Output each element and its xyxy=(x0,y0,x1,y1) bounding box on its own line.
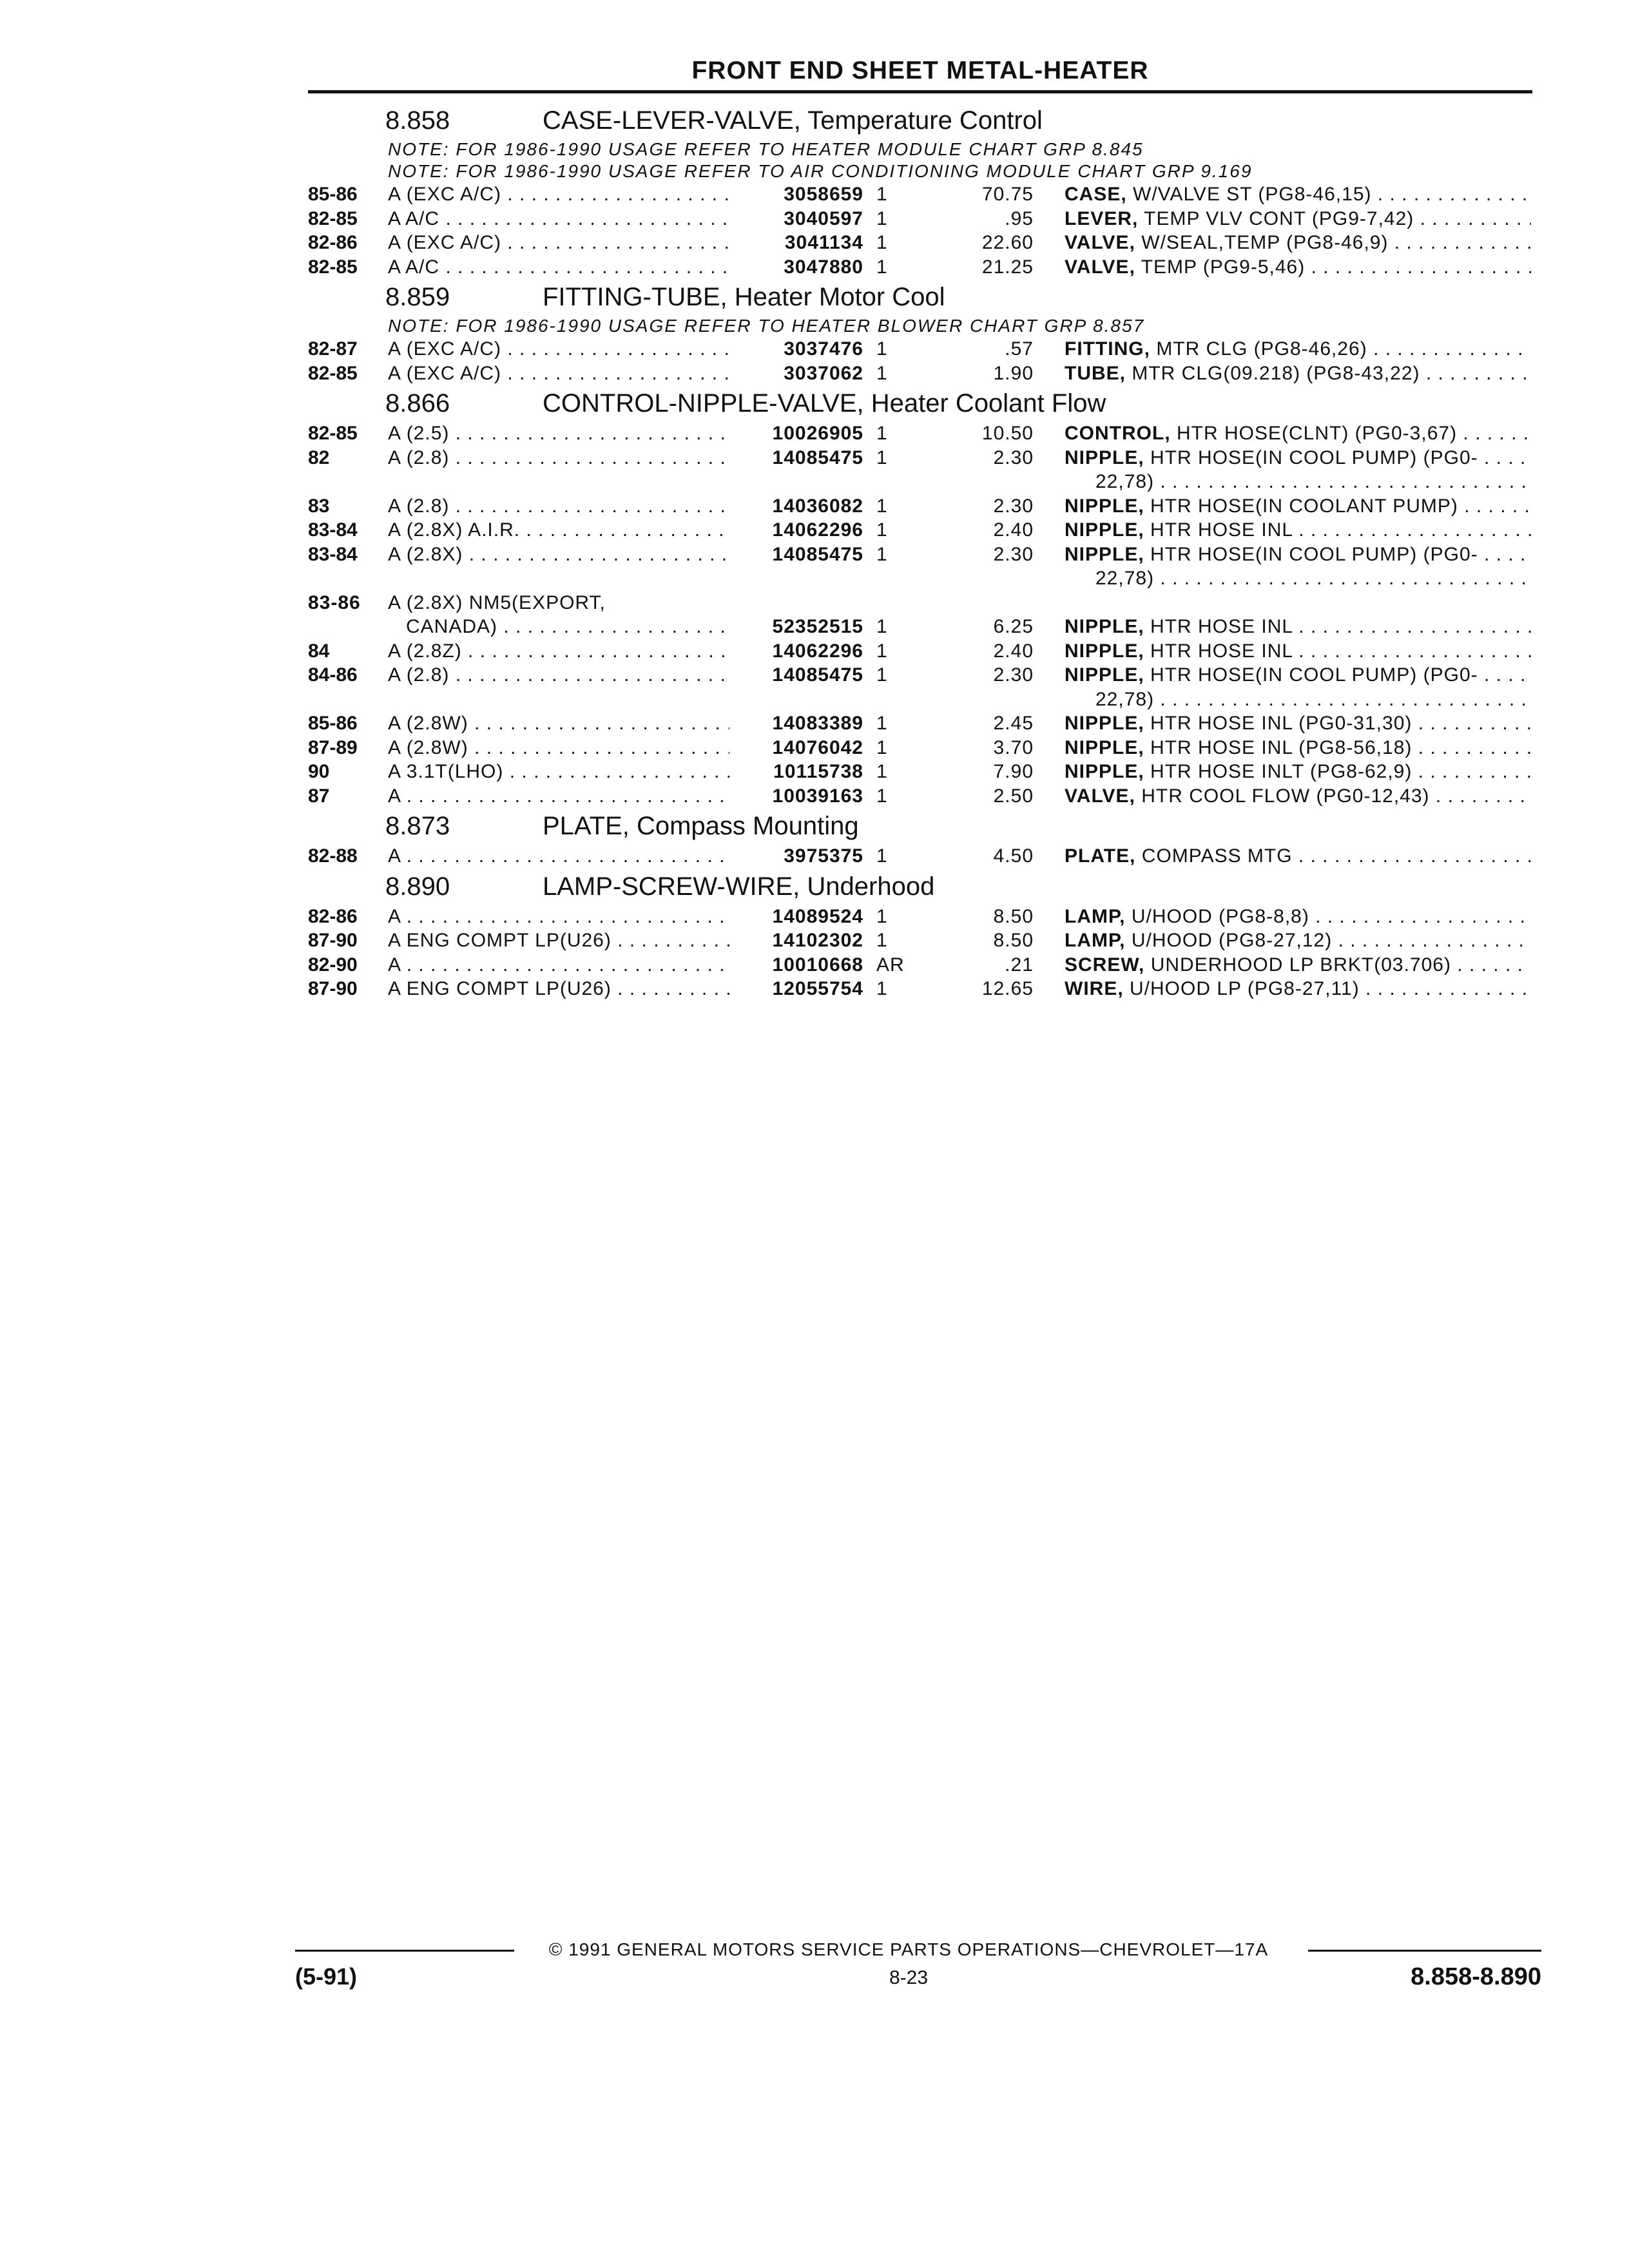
model-years: 83-84 xyxy=(308,543,358,565)
section-note: NOTE: FOR 1986-1990 USAGE REFER TO HEATER BLOWER CHART GRP 8.857 xyxy=(388,316,1145,336)
section-title: CASE-LEVER-VALVE, Temperature Control xyxy=(543,106,1043,135)
part-description xyxy=(1065,615,1531,639)
price: 2.40 xyxy=(993,640,1034,662)
part-row xyxy=(0,182,1629,207)
part-detail: HTR HOSE INL (PG0-31,30) xyxy=(1150,713,1412,734)
page-number: 8-23 xyxy=(889,1967,929,1988)
model-description: A . . . xyxy=(388,953,729,977)
model-years: 82-85 xyxy=(308,362,358,384)
part-name: TUBE, xyxy=(1065,362,1126,384)
part-name: NIPPLE, xyxy=(1065,664,1144,686)
model-years: 82 xyxy=(308,447,330,468)
part-detail-continued: 22,78) . . . xyxy=(1095,687,1531,712)
price: 3.70 xyxy=(993,736,1034,758)
part-detail: HTR HOSE INL xyxy=(1150,640,1293,662)
part-name: NIPPLE, xyxy=(1065,447,1144,468)
price: 4.50 xyxy=(993,845,1034,867)
part-detail: HTR HOSE(CLNT) (PG0-3,67) xyxy=(1177,423,1458,444)
section-number: 8.866 xyxy=(385,389,450,418)
part-name: NIPPLE, xyxy=(1065,616,1144,637)
section-number: 8.890 xyxy=(385,872,450,901)
quantity: 1 xyxy=(876,930,888,951)
quantity: 1 xyxy=(876,495,888,517)
model-years: 90 xyxy=(308,761,330,782)
part-number: 3047880 xyxy=(784,256,863,278)
part-description xyxy=(1065,639,1531,664)
section-title: FITTING-TUBE, Heater Motor Cool xyxy=(543,283,945,311)
page-header xyxy=(308,54,1532,93)
part-detail: U/HOOD LP (PG8-27,11) xyxy=(1130,978,1360,999)
part-detail: HTR HOSE(IN COOL PUMP) (PG0- xyxy=(1150,543,1478,565)
part-description xyxy=(1065,231,1531,255)
part-detail: HTR HOSE INLT (PG8-62,9) xyxy=(1150,761,1412,782)
price: 2.45 xyxy=(993,713,1034,734)
section-number: 8.859 xyxy=(385,283,450,311)
price: 8.50 xyxy=(993,905,1034,927)
part-row xyxy=(0,255,1629,280)
part-description xyxy=(1065,905,1531,929)
part-description xyxy=(1065,663,1531,687)
part-detail: HTR HOSE INL (PG8-56,18) xyxy=(1150,736,1412,758)
model-years: 82-90 xyxy=(308,954,358,975)
model-description: A . . . xyxy=(388,844,729,869)
model-years: 82-85 xyxy=(308,256,358,278)
part-number: 3037476 xyxy=(784,338,863,360)
section-title: PLATE, Compass Mounting xyxy=(543,812,859,840)
quantity: 1 xyxy=(876,543,888,565)
price: 8.50 xyxy=(993,930,1034,951)
part-number: 3037062 xyxy=(784,362,863,384)
model-years: 82-86 xyxy=(308,905,358,927)
quantity: 1 xyxy=(876,519,888,541)
model-years: 83-84 xyxy=(308,519,358,541)
part-name: NIPPLE, xyxy=(1065,761,1144,782)
part-row xyxy=(0,760,1629,784)
model-description: A (EXC A/C) . . . xyxy=(388,361,729,386)
part-row xyxy=(0,518,1629,543)
model-years: 82-85 xyxy=(308,423,358,444)
quantity: 1 xyxy=(876,761,888,782)
part-detail: HTR HOSE INL xyxy=(1150,519,1293,541)
part-number: 10026905 xyxy=(772,423,863,444)
quantity: 1 xyxy=(876,664,888,686)
part-number: 3058659 xyxy=(784,184,863,205)
footer-rule-left xyxy=(295,1950,514,1952)
part-name: NIPPLE, xyxy=(1065,543,1144,565)
part-detail: COMPASS MTG xyxy=(1141,845,1293,867)
model-years: 87 xyxy=(308,785,330,807)
price: 21.25 xyxy=(981,256,1034,278)
part-description xyxy=(1065,736,1531,760)
section-note: NOTE: FOR 1986-1990 USAGE REFER TO HEATER MODULE CHART GRP 8.845 xyxy=(388,139,1144,159)
part-description xyxy=(1065,953,1531,977)
model-description: A ENG COMPT LP(U26) . . . xyxy=(388,928,729,953)
part-detail: HTR HOSE(IN COOLANT PUMP) xyxy=(1150,495,1458,517)
part-description xyxy=(1065,361,1531,386)
part-number: 10115738 xyxy=(773,761,863,782)
model-description: A (2.8Z) . . . xyxy=(388,639,729,664)
model-description: A (EXC A/C) . . . xyxy=(388,231,729,255)
model-description: A (2.5) . . . xyxy=(388,421,729,446)
part-detail: TEMP (PG9-5,46) xyxy=(1141,256,1306,278)
model-description: A ENG COMPT LP(U26) . . . xyxy=(388,977,729,1001)
section-title: LAMP-SCREW-WIRE, Underhood xyxy=(543,872,935,901)
model-description: A . . . xyxy=(388,905,729,929)
model-years: 82-85 xyxy=(308,207,358,229)
part-description xyxy=(1065,337,1531,361)
part-number: 12055754 xyxy=(772,978,863,999)
part-name: VALVE, xyxy=(1065,256,1135,278)
section-number: 8.858 xyxy=(385,106,450,135)
model-years: 87-90 xyxy=(308,930,358,951)
model-description: A (2.8X) A.I.R. . . . xyxy=(388,518,729,543)
model-years: 87-89 xyxy=(308,736,358,758)
price: 70.75 xyxy=(981,184,1034,205)
part-description xyxy=(1065,711,1531,736)
part-description xyxy=(1065,928,1531,953)
quantity: 1 xyxy=(876,338,888,360)
part-description xyxy=(1065,977,1531,1001)
part-number: 14083389 xyxy=(772,713,863,734)
part-description xyxy=(1065,543,1531,567)
part-description xyxy=(1065,844,1531,869)
part-name: CONTROL, xyxy=(1065,423,1171,444)
part-row xyxy=(0,977,1629,1001)
model-description: A (2.8) . . . xyxy=(388,663,729,687)
price: 22.60 xyxy=(981,232,1034,253)
quantity: 1 xyxy=(876,184,888,205)
part-number: 10039163 xyxy=(772,785,863,807)
model-years: 82-86 xyxy=(308,232,358,253)
part-detail: HTR COOL FLOW (PG0-12,43) xyxy=(1141,785,1430,807)
part-number: 14085475 xyxy=(772,447,863,468)
model-description: A (2.8) . . . xyxy=(388,446,729,470)
part-name: CASE, xyxy=(1065,184,1127,205)
model-years: 82-88 xyxy=(308,845,358,867)
part-detail: U/HOOD (PG8-27,12) xyxy=(1131,930,1333,951)
part-name: LEVER, xyxy=(1065,207,1139,229)
part-row xyxy=(0,639,1629,664)
model-years: 83 xyxy=(308,495,330,517)
model-years: 84 xyxy=(308,640,330,662)
part-detail: MTR CLG (PG8-46,26) xyxy=(1156,338,1367,360)
part-number: 14062296 xyxy=(772,640,863,662)
section-heading xyxy=(385,811,859,841)
price: 2.50 xyxy=(993,785,1034,807)
model-description: A (EXC A/C) . . . xyxy=(388,182,729,207)
part-detail-continued: 22,78) . . . xyxy=(1095,470,1531,494)
part-number: 52352515 xyxy=(772,616,863,637)
part-number: 10010668 xyxy=(772,954,863,975)
part-row xyxy=(0,784,1629,809)
model-years: 84-86 xyxy=(308,664,358,686)
part-row xyxy=(0,543,1629,567)
part-row xyxy=(0,421,1629,446)
part-name: FITTING, xyxy=(1065,338,1150,360)
model-description: A (2.8W) . . . xyxy=(388,711,729,736)
part-description xyxy=(1065,784,1531,809)
part-detail: U/HOOD (PG8-8,8) xyxy=(1131,905,1309,927)
footer-rule-right xyxy=(1308,1950,1541,1952)
section-number: 8.873 xyxy=(385,812,450,840)
part-detail: UNDERHOOD LP BRKT(03.706) xyxy=(1150,954,1451,975)
part-row xyxy=(0,663,1629,687)
part-description xyxy=(1065,518,1531,543)
part-name: PLATE, xyxy=(1065,845,1136,867)
part-name: NIPPLE, xyxy=(1065,495,1144,517)
part-number: 3975375 xyxy=(784,845,863,867)
quantity: 1 xyxy=(876,785,888,807)
price: 12.65 xyxy=(981,978,1034,999)
section-note: NOTE: FOR 1986-1990 USAGE REFER TO AIR CONDITIONING MODULE CHART GRP 9.169 xyxy=(388,161,1253,181)
part-number: 3041134 xyxy=(784,232,863,253)
part-description xyxy=(1065,255,1531,280)
model-description: A . . . xyxy=(388,784,729,809)
section-heading xyxy=(385,388,1106,419)
part-row xyxy=(0,711,1629,736)
part-row xyxy=(0,736,1629,760)
quantity: 1 xyxy=(876,736,888,758)
part-number: 3040597 xyxy=(784,207,863,229)
copyright-line: © 1991 GENERAL MOTORS SERVICE PARTS OPERATIONS—CHEVROLET—17A xyxy=(548,1939,1269,1959)
price: 7.90 xyxy=(993,761,1034,782)
model-years: 85-86 xyxy=(308,713,358,734)
quantity: 1 xyxy=(876,978,888,999)
model-description: A A/C . . . xyxy=(388,207,729,231)
part-row xyxy=(0,905,1629,929)
model-description: A 3.1T(LHO) . . . xyxy=(388,760,729,784)
quantity: 1 xyxy=(876,207,888,229)
part-name: SCREW, xyxy=(1065,954,1145,975)
model-description: A (2.8) . . . xyxy=(388,494,729,519)
part-detail: W/VALVE ST (PG8-46,15) xyxy=(1133,184,1372,205)
model-description: A (EXC A/C) . . . xyxy=(388,337,729,361)
section-heading xyxy=(385,282,945,312)
part-description xyxy=(1065,494,1531,519)
part-description xyxy=(1065,760,1531,784)
price: .57 xyxy=(1005,338,1034,360)
quantity: 1 xyxy=(876,616,888,637)
part-description xyxy=(1065,207,1531,231)
model-years: 83-86 xyxy=(308,591,361,613)
price: .21 xyxy=(1005,954,1034,975)
quantity: 1 xyxy=(876,845,888,867)
part-number: 14036082 xyxy=(772,495,863,517)
price: 2.30 xyxy=(993,664,1034,686)
part-name: NIPPLE, xyxy=(1065,713,1144,734)
part-row xyxy=(0,494,1629,519)
part-detail: MTR CLG(09.218) (PG8-43,22) xyxy=(1132,362,1420,384)
model-description: A A/C . . . xyxy=(388,255,729,280)
part-row xyxy=(0,446,1629,470)
price: 2.30 xyxy=(993,447,1034,468)
quantity: 1 xyxy=(876,256,888,278)
part-row xyxy=(0,207,1629,231)
part-detail-continued: 22,78) . . . xyxy=(1095,566,1531,591)
part-name: LAMP, xyxy=(1065,930,1126,951)
part-name: VALVE, xyxy=(1065,232,1135,253)
part-name: NIPPLE, xyxy=(1065,519,1144,541)
section-heading xyxy=(385,105,1043,136)
part-detail: HTR HOSE(IN COOL PUMP) (PG0- xyxy=(1150,447,1478,468)
quantity: 1 xyxy=(876,905,888,927)
part-row xyxy=(0,337,1629,361)
price: 2.30 xyxy=(993,495,1034,517)
part-detail: W/SEAL,TEMP (PG8-46,9) xyxy=(1141,232,1389,253)
quantity: 1 xyxy=(876,713,888,734)
part-description xyxy=(1065,446,1531,470)
model-description: A (2.8W) . . . xyxy=(388,736,729,760)
part-number: 14102302 xyxy=(772,930,863,951)
part-description xyxy=(1065,421,1531,446)
quantity: 1 xyxy=(876,447,888,468)
part-detail: HTR HOSE INL xyxy=(1150,616,1293,637)
part-description xyxy=(1065,182,1531,207)
part-row xyxy=(0,844,1629,869)
part-row xyxy=(0,231,1629,255)
price: 1.90 xyxy=(993,362,1034,384)
model-description: A (2.8X) . . . xyxy=(388,543,729,567)
part-row xyxy=(0,928,1629,953)
quantity: 1 xyxy=(876,232,888,253)
part-row xyxy=(0,361,1629,386)
part-number: 14076042 xyxy=(772,736,863,758)
model-description-line1: A (2.8X) NM5(EXPORT, xyxy=(388,591,606,613)
part-name: NIPPLE, xyxy=(1065,640,1144,662)
price: 6.25 xyxy=(993,616,1034,637)
quantity: 1 xyxy=(876,423,888,444)
part-number: 14089524 xyxy=(772,905,863,927)
price: 10.50 xyxy=(981,423,1034,444)
footer-date: (5-91) xyxy=(295,1963,358,1990)
part-detail: TEMP VLV CONT (PG9-7,42) xyxy=(1144,207,1414,229)
page-title: FRONT END SHEET METAL-HEATER xyxy=(691,57,1149,84)
part-name: VALVE, xyxy=(1065,785,1135,807)
model-years: 85-86 xyxy=(308,184,358,205)
section-heading xyxy=(385,871,934,902)
part-row xyxy=(0,953,1629,977)
group-range: 8.858-8.890 xyxy=(1411,1963,1541,1990)
quantity: 1 xyxy=(876,640,888,662)
part-row xyxy=(0,615,1629,639)
part-detail: HTR HOSE(IN COOL PUMP) (PG0- xyxy=(1150,664,1478,686)
price: 2.40 xyxy=(993,519,1034,541)
model-description: CANADA) . . . xyxy=(406,615,729,639)
part-name: WIRE, xyxy=(1065,978,1124,999)
model-years: 87-90 xyxy=(308,978,358,999)
model-years: 82-87 xyxy=(308,338,358,360)
part-number: 14062296 xyxy=(772,519,863,541)
part-number: 14085475 xyxy=(772,664,863,686)
quantity: 1 xyxy=(876,362,888,384)
price: 2.30 xyxy=(993,543,1034,565)
part-number: 14085475 xyxy=(772,543,863,565)
part-name: NIPPLE, xyxy=(1065,736,1144,758)
part-name: LAMP, xyxy=(1065,905,1126,927)
price: .95 xyxy=(1005,207,1034,229)
section-title: CONTROL-NIPPLE-VALVE, Heater Coolant Flow xyxy=(543,389,1106,418)
quantity: AR xyxy=(876,954,905,975)
